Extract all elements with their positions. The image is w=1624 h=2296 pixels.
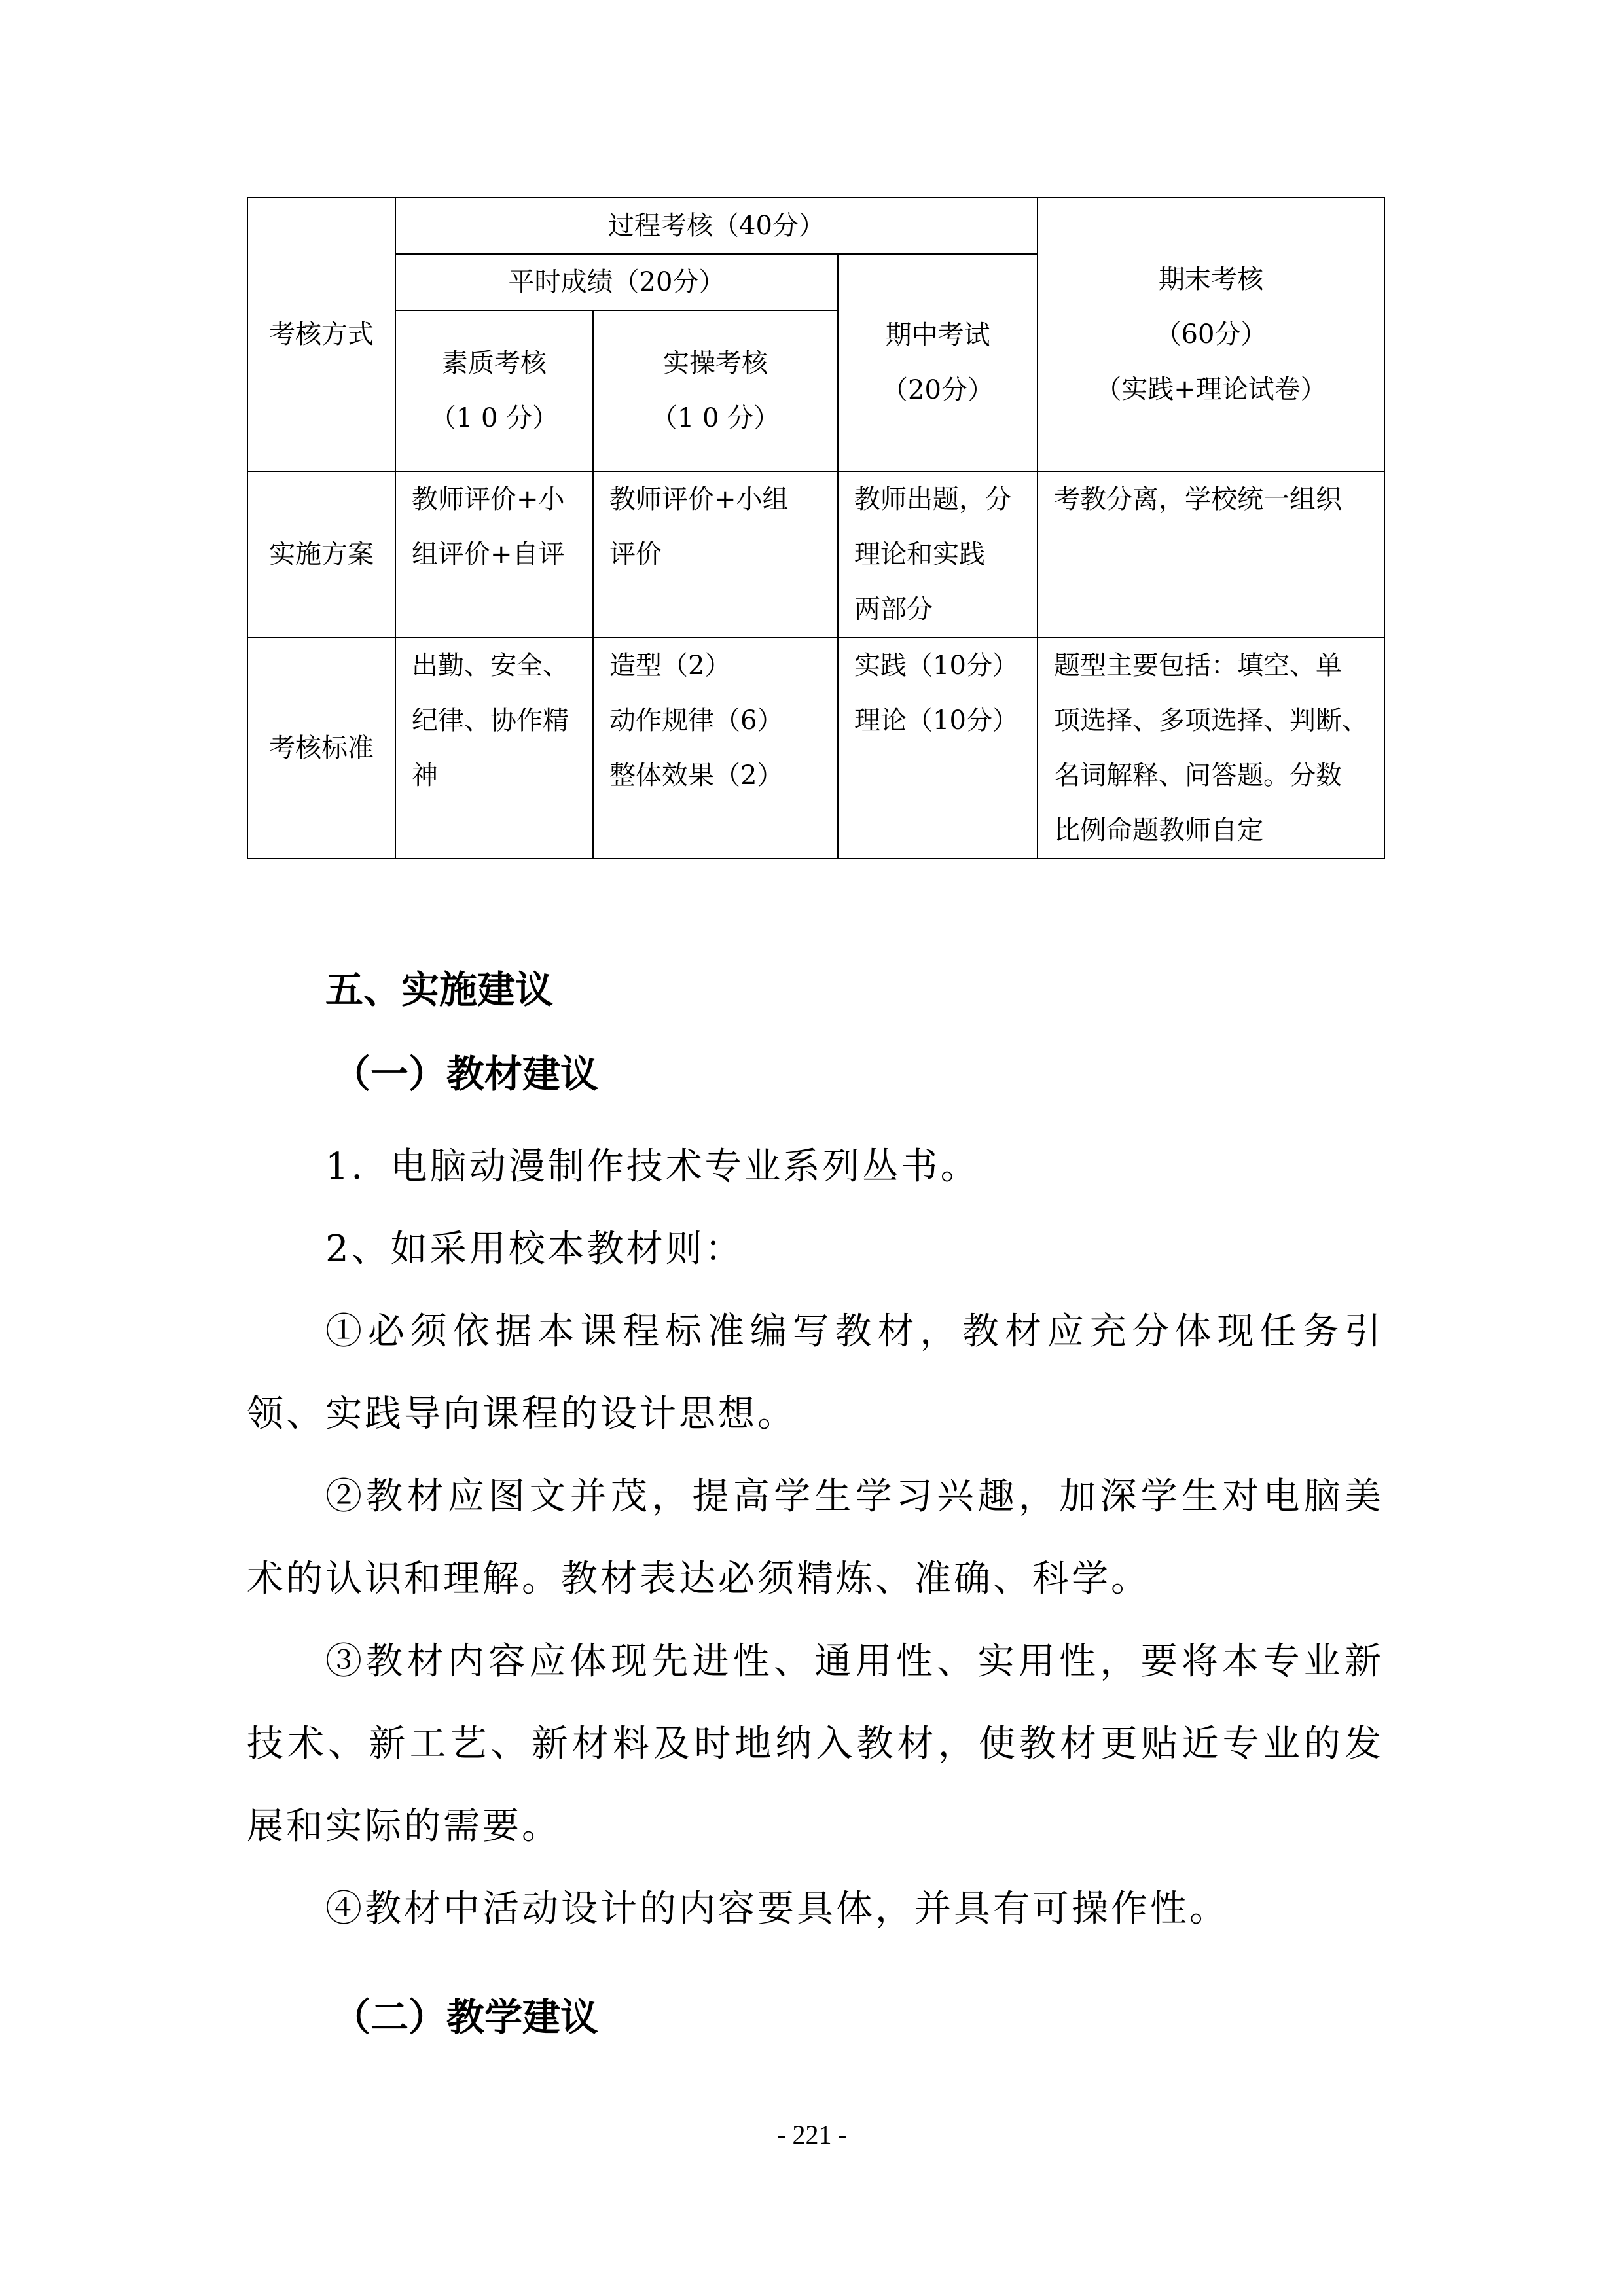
std-midterm [838,637,1038,859]
paragraph: ①必须依据本课程标准编写教材，教材应充分体现任务引领、实践导向课程的设计思想。 [247,1310,1384,1435]
cell-line: 比例命题教师自定 [1054,816,1264,846]
cell-line: 整体效果（2） [609,761,784,791]
std-quality [395,637,593,859]
cell-line: 教师评价+小 [412,484,565,514]
cell-line: 名词解释、问答题。分数 [1054,761,1343,791]
cell-line: 两部分 [854,594,933,624]
quality-score: （1 0 分） [429,403,559,433]
assessment-table [247,197,1385,859]
header-method: 考核方式 [247,198,395,471]
cell-line: 考教分离，学校统一组织 [1054,484,1343,514]
header-quality [395,310,593,471]
table-row [247,471,1384,637]
table-row [247,637,1384,859]
cell-line: 题型主要包括：填空、单 [1054,651,1343,681]
final-title: 期末考核 [1159,264,1264,295]
cell-line: 实践（10分） [854,651,1019,681]
quality-title: 素质考核 [442,348,547,378]
subsection-title-teaching: （二）教学建议 [333,1995,599,2039]
cell-line: 组评价+自评 [412,539,565,569]
cell-line: 造型（2） [609,651,731,681]
std-final [1038,637,1384,859]
midterm-title: 期中考试 [885,320,990,350]
cell-line: 教师出题，分 [854,484,1011,514]
cell-line: 神 [412,761,438,791]
impl-midterm [838,471,1038,637]
cell-line: 纪律、协作精 [412,706,569,736]
impl-quality [395,471,593,637]
final-score: （60分） [1155,319,1267,350]
section-title: 五、实施建议 [325,967,554,1012]
cell-line: 理论和实践 [854,539,985,569]
header-midterm [838,254,1038,471]
cell-line: 项选择、多项选择、判断、 [1054,706,1369,736]
page-number: - 221 - [777,2120,847,2149]
paragraph: ③教材内容应体现先进性、通用性、实用性，要将本专业新技术、新工艺、新材料及时地纳入教材，使教材更贴近专业的发展和实际的需要。 [247,1640,1384,1848]
header-practice [593,310,838,471]
std-practice [593,637,838,859]
cell-line: 出勤、安全、 [412,651,569,681]
cell-line: 评价 [609,539,662,569]
subsection-title-materials: （一）教材建议 [333,1052,599,1096]
paragraph: 1．电脑动漫制作技术专业系列丛书。 [325,1145,980,1188]
cell-line: 理论（10分） [854,706,1019,736]
cell-line: 动作规律（6） [609,706,784,736]
header-daily: 平时成绩（20分） [395,254,838,310]
header-final [1038,198,1384,471]
practice-score: （1 0 分） [651,403,780,433]
header-process: 过程考核（40分） [395,198,1038,254]
paragraph: 2、如采用校本教材则： [325,1228,744,1270]
midterm-score: （20分） [882,375,994,405]
row-label-impl: 实施方案 [247,471,395,637]
impl-practice [593,471,838,637]
paragraph: ④教材中活动设计的内容要具体，并具有可操作性。 [325,1888,1229,1930]
practice-title: 实操考核 [663,348,768,378]
impl-final [1038,471,1384,637]
paragraph: ②教材应图文并茂，提高学生学习兴趣，加深学生对电脑美术的认识和理解。教材表达必须精炼、准确、科学。 [247,1475,1384,1600]
cell-line: 教师评价+小组 [609,484,789,514]
row-label-std: 考核标准 [247,637,395,859]
final-note: （实践+理论试卷） [1095,374,1327,404]
